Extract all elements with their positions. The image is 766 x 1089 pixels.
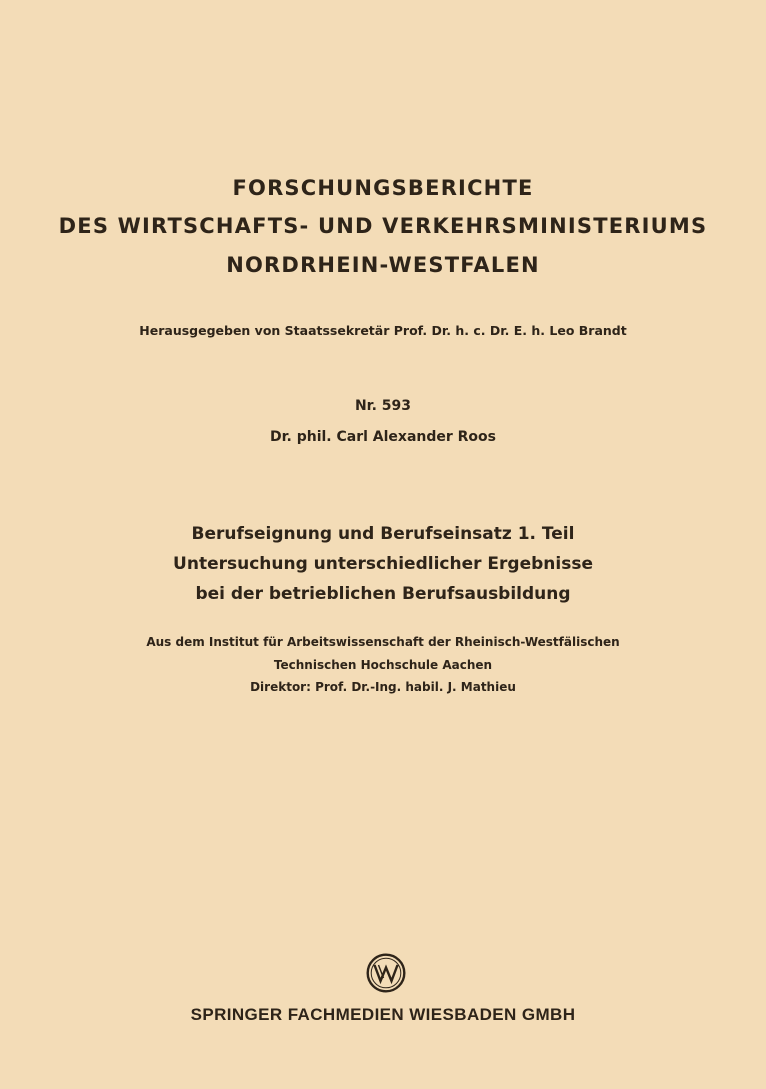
- institute-line-2: Technischen Hochschule Aachen: [273, 658, 493, 672]
- book-title-line-2: Untersuchung unterschiedlicher Ergebnisse: [173, 554, 593, 574]
- series-editor: Herausgegeben von Staatssekretär Prof. Dr. h. c. Dr. E. h. Leo Brandt: [139, 323, 627, 338]
- series-title-line-1: FORSCHUNGSBERICHTE: [232, 176, 534, 200]
- series-title-line-3: NORDRHEIN-WESTFALEN: [226, 253, 540, 277]
- series-number: Nr. 593: [354, 398, 412, 414]
- institute-line-1: Aus dem Institut für Arbeitswissenschaft der Rheinisch-Westfälischen: [146, 635, 620, 649]
- book-title-line-3: bei der betrieblichen Berufsausbildung: [195, 584, 571, 604]
- book-title-line-1: Berufseignung und Berufseinsatz 1. Teil: [191, 524, 575, 544]
- series-title-line-2: DES WIRTSCHAFTS- UND VERKEHRSMINISTERIUMS: [58, 214, 708, 238]
- institute-line-3: Direktor: Prof. Dr.-Ing. habil. J. Mathieu: [250, 680, 516, 694]
- publisher-name: SPRINGER FACHMEDIEN WIESBADEN GMBH: [190, 1005, 576, 1024]
- springer-vw-logo-icon: [366, 953, 406, 993]
- author-name: Dr. phil. Carl Alexander Roos: [269, 429, 497, 445]
